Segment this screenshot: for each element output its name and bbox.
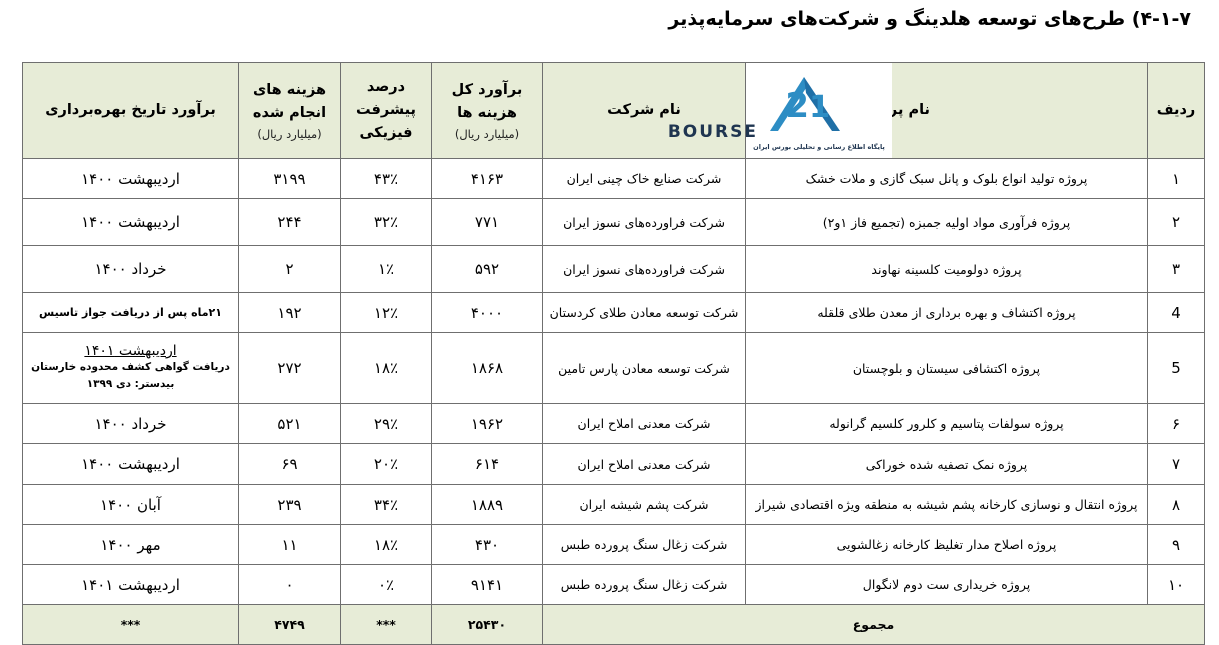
- cell-date: آبان ۱۴۰۰: [23, 485, 239, 525]
- cell-spent: ۲: [239, 246, 341, 293]
- cell-company: شرکت زغال سنگ پرورده طبس: [543, 565, 746, 605]
- table-row: [23, 444, 1205, 485]
- cell-row-no: 5: [1148, 333, 1205, 404]
- cell-total-cost: ۱۸۶۸: [432, 333, 543, 404]
- cell-date: ۲۱ماه پس از دریافت جواز تاسیس: [23, 293, 239, 333]
- cell-progress: ۳۴٪: [341, 485, 432, 525]
- total-cost: ۲۵۴۳۰: [432, 605, 543, 645]
- cell-date: مهر ۱۴۰۰: [23, 525, 239, 565]
- cell-project: پروژه اصلاح مدار تغلیظ کارخانه زغالشویی: [746, 525, 1148, 565]
- cell-company: شرکت پشم شیشه ایران: [543, 485, 746, 525]
- cell-date: اردیبهشت ۱۴۰۱: [23, 565, 239, 605]
- bourse-logo: [667, 63, 892, 158]
- header-spent-unit: (میلیارد ریال): [257, 126, 322, 141]
- table-row: [23, 333, 1205, 404]
- header-total-cost-unit: (میلیارد ریال): [454, 126, 520, 141]
- cell-spent: ۳۱۹۹: [239, 159, 341, 199]
- total-spent: ۴۷۴۹: [239, 605, 341, 645]
- cell-total-cost: ۵۹۲: [432, 246, 543, 293]
- cell-spent: ۲۷۲: [239, 333, 341, 404]
- cell-date: [23, 333, 239, 404]
- cell-company: شرکت معدنی املاح ایران: [543, 444, 746, 485]
- cell-row-no: ۳: [1148, 246, 1205, 293]
- table-row: [23, 159, 1205, 199]
- logo-subtitle: پایگاه اطلاع رسانی و تحلیلی بورس ایران: [753, 143, 885, 151]
- header-company: نام شرکت: [543, 63, 746, 159]
- header-spent: [239, 63, 341, 159]
- cell-total-cost: ۹۱۴۱: [432, 565, 543, 605]
- cell-company: شرکت توسعه معادن پارس تامین: [543, 333, 746, 404]
- cell-progress: ۱۲٪: [341, 293, 432, 333]
- header-row-no: ردیف: [1148, 63, 1205, 159]
- table-row: [23, 404, 1205, 444]
- cell-company: شرکت فراورده‌های نسوز ایران: [543, 246, 746, 293]
- table-row: [23, 293, 1205, 333]
- cell-total-cost: ۴۱۶۳: [432, 159, 543, 199]
- cell-company: شرکت زغال سنگ پرورده طبس: [543, 525, 746, 565]
- cell-spent: ۲۳۹: [239, 485, 341, 525]
- cell-progress: ۲۹٪: [341, 404, 432, 444]
- cell-date-note: دریافت گواهی کشف محدوده خارستان بیدستر: دی ۱۳۹۹: [31, 361, 230, 390]
- cell-progress: ۱۸٪: [341, 333, 432, 404]
- cell-company: شرکت معدنی املاح ایران: [543, 404, 746, 444]
- header-operation-date: برآورد تاریخ بهره‌برداری: [23, 63, 239, 159]
- cell-project: پروژه اکتشافی سیستان و بلوچستان: [746, 333, 1148, 404]
- cell-project: پروژه تولید انواع بلوک و پانل سبک گازی و ملات خشک: [746, 159, 1148, 199]
- cell-spent: ۱۱: [239, 525, 341, 565]
- cell-progress: ۳۲٪: [341, 199, 432, 246]
- page-title: ۴-۱-۷) طرح‌های توسعه هلدینگ و شرکت‌های سرمایه‌پذیر: [668, 8, 1191, 30]
- cell-date: اردیبهشت ۱۴۰۰: [23, 199, 239, 246]
- cell-spent: ۱۹۲: [239, 293, 341, 333]
- table-row: [23, 485, 1205, 525]
- cell-company: شرکت توسعه معادن طلای کردستان: [543, 293, 746, 333]
- cell-progress: ۱٪: [341, 246, 432, 293]
- cell-progress: ۴۳٪: [341, 159, 432, 199]
- cell-date-value: اردیبهشت ۱۴۰۱: [84, 343, 177, 359]
- header-project: [667, 63, 1148, 159]
- logo-text: BOURSE: [667, 122, 758, 142]
- total-row: [23, 605, 1205, 645]
- projects-table: [22, 62, 1205, 645]
- cell-progress: ۲۰٪: [341, 444, 432, 485]
- cell-spent: ۶۹: [239, 444, 341, 485]
- cell-total-cost: ۷۷۱: [432, 199, 543, 246]
- cell-project: پروژه سولفات پتاسیم و کلرور کلسیم گرانوله: [746, 404, 1148, 444]
- cell-project: پروژه دولومیت کلسینه نهاوند: [746, 246, 1148, 293]
- cell-progress: ۰٪: [341, 565, 432, 605]
- cell-row-no: ۸: [1148, 485, 1205, 525]
- cell-spent: ۵۲۱: [239, 404, 341, 444]
- cell-project: پروژه خریداری ست دوم لانگوال: [746, 565, 1148, 605]
- cell-project: پروژه فرآوری مواد اولیه جمبزه (تجمیع فاز ۱و۲): [746, 199, 1148, 246]
- table-row: [23, 199, 1205, 246]
- cell-total-cost: ۱۹۶۲: [432, 404, 543, 444]
- cell-progress: ۱۸٪: [341, 525, 432, 565]
- header-progress: درصد پیشرفت فیزیکی: [341, 63, 432, 159]
- cell-row-no: ۶: [1148, 404, 1205, 444]
- table-row: [23, 246, 1205, 293]
- total-label: مجموع: [543, 605, 1205, 645]
- cell-row-no: ۱: [1148, 159, 1205, 199]
- cell-row-no: ۷: [1148, 444, 1205, 485]
- cell-project: پروژه نمک تصفیه شده خوراکی: [746, 444, 1148, 485]
- cell-total-cost: ۱۸۸۹: [432, 485, 543, 525]
- cell-company: شرکت فراورده‌های نسوز ایران: [543, 199, 746, 246]
- cell-date: خرداد ۱۴۰۰: [23, 404, 239, 444]
- cell-project: پروژه اکتشاف و بهره برداری از معدن طلای قلقله: [746, 293, 1148, 333]
- table-row: [23, 525, 1205, 565]
- cell-date: خرداد ۱۴۰۰: [23, 246, 239, 293]
- cell-row-no: ۲: [1148, 199, 1205, 246]
- cell-date: اردیبهشت ۱۴۰۰: [23, 159, 239, 199]
- cell-project: پروژه انتقال و نوسازی کارخانه پشم شیشه به منطقه ویژه اقتصادی شیراز: [746, 485, 1148, 525]
- cell-row-no: 4: [1148, 293, 1205, 333]
- cell-row-no: ۱۰: [1148, 565, 1205, 605]
- cell-date: اردیبهشت ۱۴۰۰: [23, 444, 239, 485]
- total-date: ***: [23, 605, 239, 645]
- table-header-row: [23, 63, 1205, 159]
- header-total-cost-label: برآورد کل هزینه ها: [451, 81, 523, 121]
- total-progress: ***: [341, 605, 432, 645]
- table-row: [23, 565, 1205, 605]
- header-total-cost: [432, 63, 543, 159]
- svg-text:1: 1: [809, 90, 830, 125]
- cell-total-cost: ۴۰۰۰: [432, 293, 543, 333]
- cell-row-no: ۹: [1148, 525, 1205, 565]
- header-spent-label: هزینه های انجام شده: [252, 81, 327, 121]
- cell-company: شرکت صنایع خاک چینی ایران: [543, 159, 746, 199]
- svg-text:2: 2: [785, 86, 809, 126]
- header-project-label: نام پروژه: [863, 102, 930, 118]
- cell-spent: ۲۴۴: [239, 199, 341, 246]
- cell-total-cost: ۶۱۴: [432, 444, 543, 485]
- cell-spent: ۰: [239, 565, 341, 605]
- cell-total-cost: ۴۳۰: [432, 525, 543, 565]
